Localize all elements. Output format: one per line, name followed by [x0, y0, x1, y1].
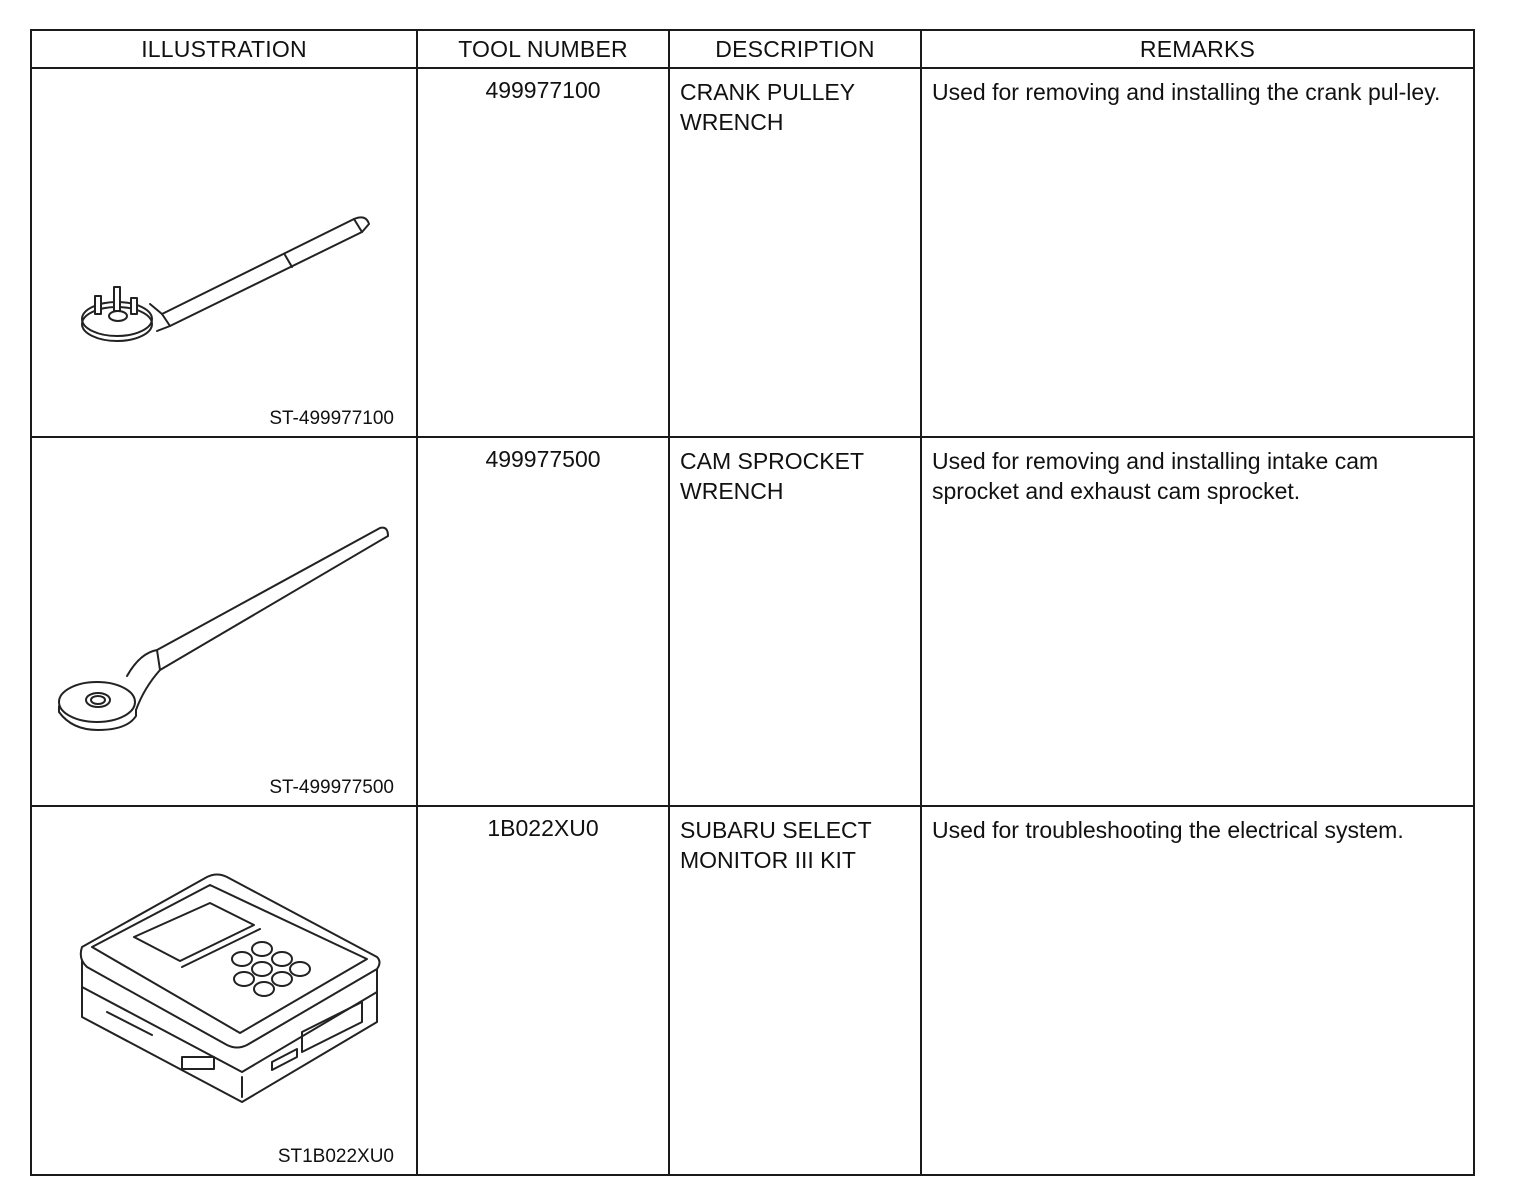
table-row	[31, 68, 1474, 437]
description-cell	[669, 437, 921, 806]
description: CAM SPROCKET WRENCH	[680, 448, 864, 504]
illustration-cell	[31, 437, 417, 806]
remarks-cell	[921, 68, 1474, 437]
description: SUBARU SELECT MONITOR III KIT	[680, 817, 872, 873]
table-row	[31, 437, 1474, 806]
description-cell	[669, 68, 921, 437]
remarks: Used for removing and installing the crank pul-ley.	[932, 79, 1441, 105]
special-tools-table	[30, 29, 1475, 1176]
tool-number: 499977500	[485, 446, 601, 472]
table-row	[31, 806, 1474, 1175]
illustration-cell	[31, 806, 417, 1175]
header-description: DESCRIPTION	[669, 30, 921, 68]
tool-number: 499977100	[485, 77, 601, 103]
header-tool-number: TOOL NUMBER	[417, 30, 669, 68]
illustration-cell	[31, 68, 417, 437]
header-remarks: REMARKS	[921, 30, 1474, 68]
tool-number-cell	[417, 806, 669, 1175]
header-row	[31, 30, 1474, 68]
description: CRANK PULLEY WRENCH	[680, 79, 855, 135]
remarks-cell	[921, 437, 1474, 806]
crank-pulley-wrench-icon	[32, 69, 416, 436]
illustration-code: ST-499977100	[269, 408, 394, 429]
description-cell	[669, 806, 921, 1175]
tool-number: 1B022XU0	[487, 815, 599, 841]
remarks: Used for troubleshooting the electrical system.	[932, 817, 1404, 843]
illustration-code: ST1B022XU0	[277, 1146, 394, 1167]
tool-number-cell	[417, 437, 669, 806]
select-monitor-kit-icon	[32, 807, 416, 1174]
illustration-code: ST-499977500	[269, 777, 394, 798]
tool-number-cell	[417, 68, 669, 437]
header-illustration: ILLUSTRATION	[31, 30, 417, 68]
remarks: Used for removing and installing intake cam sprocket and exhaust cam sprocket.	[932, 448, 1379, 504]
remarks-cell	[921, 806, 1474, 1175]
cam-sprocket-wrench-icon	[32, 438, 416, 805]
